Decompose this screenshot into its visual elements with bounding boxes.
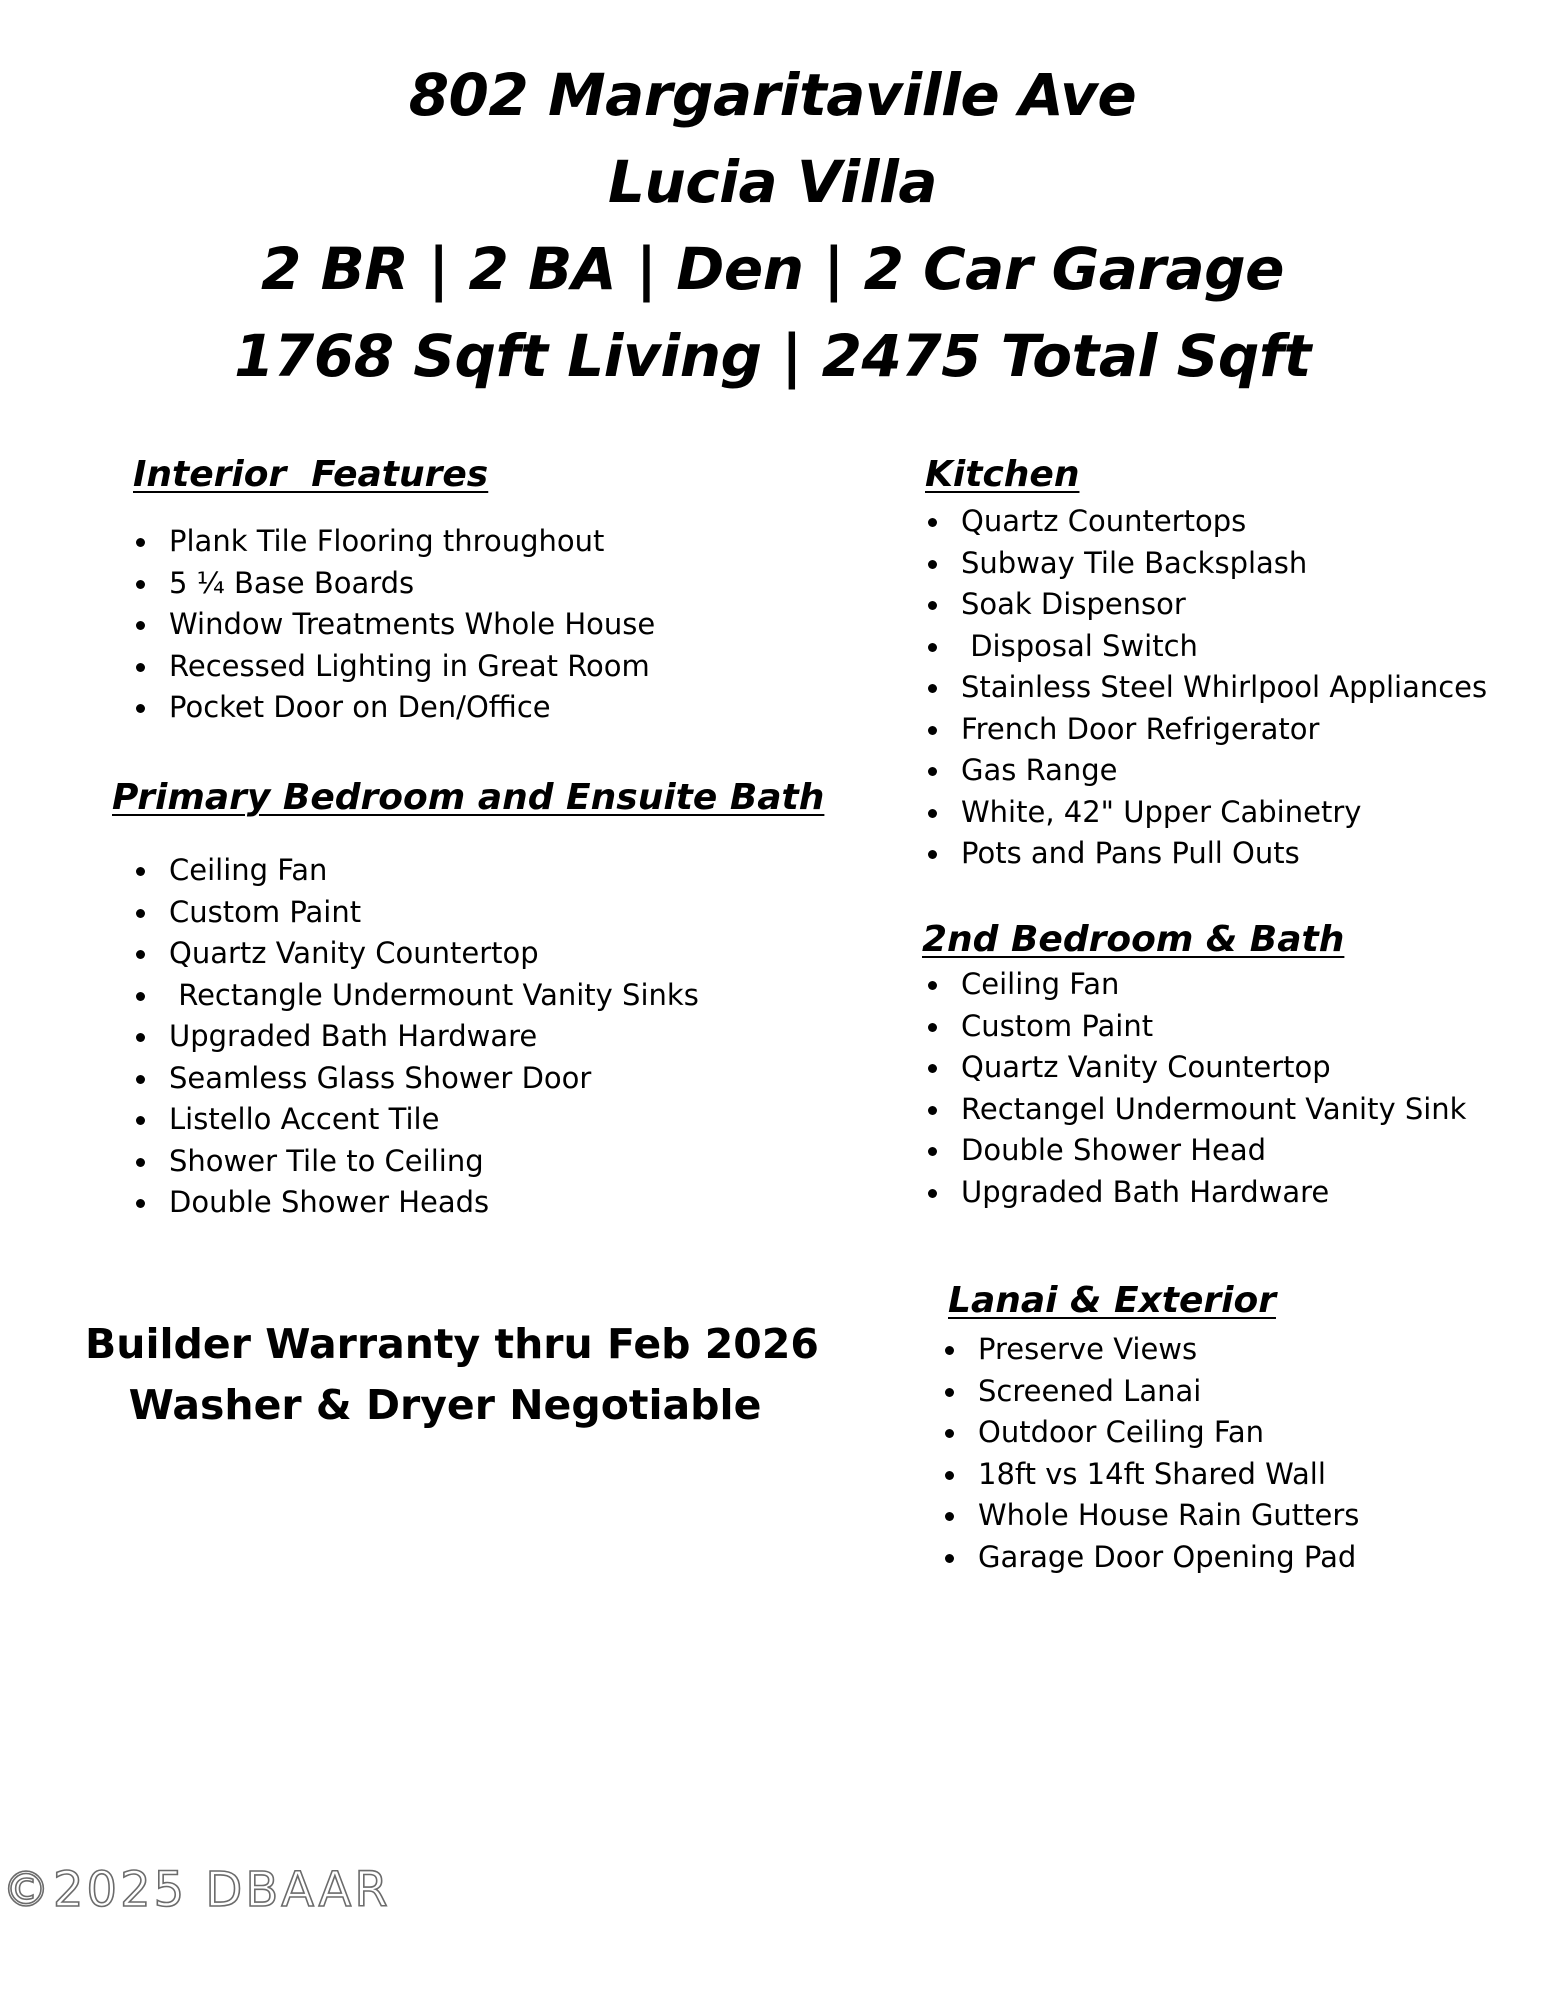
interior-features-section: [133, 451, 655, 729]
list-item: Rectangle Undermount Vanity Sinks: [133, 975, 824, 1017]
list-item: Pots and Pans Pull Outs: [925, 833, 1487, 875]
section-title: 2nd Bedroom & Bath: [922, 919, 1345, 960]
feature-list: [942, 1329, 1359, 1578]
warranty-note: Builder Warranty thru Feb 2026: [85, 1320, 819, 1368]
section-title: Lanai & Exterior: [948, 1280, 1276, 1321]
section-title: Primary Bedroom and Ensuite Bath: [112, 777, 825, 818]
list-item: Ceiling Fan: [925, 964, 1466, 1006]
notes-block: [85, 1314, 819, 1436]
model-title: Lucia Villa: [608, 148, 937, 216]
feature-list: [133, 850, 824, 1224]
list-item: Plank Tile Flooring throughout: [133, 521, 655, 563]
area-summary: 1768 Sqft Living | 2475 Total Sqft: [234, 322, 1311, 390]
list-item: Garage Door Opening Pad: [942, 1537, 1359, 1579]
list-item: Double Shower Heads: [133, 1182, 824, 1224]
list-item: Quartz Countertops: [925, 501, 1487, 543]
kitchen-section: [925, 451, 1487, 875]
list-item: Pocket Door on Den/Office: [133, 687, 655, 729]
list-item: 18ft vs 14ft Shared Wall: [942, 1454, 1359, 1496]
list-item: Upgraded Bath Hardware: [133, 1016, 824, 1058]
list-item: Listello Accent Tile: [133, 1099, 824, 1141]
copyright-watermark: ©2025 DBAAR: [2, 1862, 391, 1918]
list-item: Quartz Vanity Countertop: [133, 933, 824, 975]
list-item: Subway Tile Backsplash: [925, 543, 1487, 585]
list-item: Recessed Lighting in Great Room: [133, 646, 655, 688]
list-item: Whole House Rain Gutters: [942, 1495, 1359, 1537]
list-item: Window Treatments Whole House: [133, 604, 655, 646]
list-item: Shower Tile to Ceiling: [133, 1141, 824, 1183]
address-title: 802 Margaritaville Ave: [408, 61, 1137, 129]
page-header: [0, 52, 1545, 400]
list-item: Screened Lanai: [942, 1371, 1359, 1413]
feature-list: [925, 501, 1487, 875]
list-item: Double Shower Head: [925, 1130, 1466, 1172]
list-item: Seamless Glass Shower Door: [133, 1058, 824, 1100]
list-item: White, 42" Upper Cabinetry: [925, 792, 1487, 834]
section-title: Interior Features: [133, 454, 489, 495]
list-item: Upgraded Bath Hardware: [925, 1172, 1466, 1214]
feature-list: [133, 521, 655, 729]
list-item: Preserve Views: [942, 1329, 1359, 1371]
list-item: Soak Dispensor: [925, 584, 1487, 626]
list-item: Outdoor Ceiling Fan: [942, 1412, 1359, 1454]
second-bedroom-section: [922, 916, 1466, 1213]
list-item: Custom Paint: [925, 1006, 1466, 1048]
rooms-summary: 2 BR | 2 BA | Den | 2 Car Garage: [261, 235, 1284, 303]
section-title: Kitchen: [925, 454, 1080, 495]
washer-dryer-note: Washer & Dryer Negotiable: [128, 1381, 762, 1429]
list-item: Gas Range: [925, 750, 1487, 792]
list-item: Custom Paint: [133, 892, 824, 934]
list-item: Disposal Switch: [925, 626, 1487, 668]
list-item: Stainless Steel Whirlpool Appliances: [925, 667, 1487, 709]
list-item: 5 ¼ Base Boards: [133, 563, 655, 605]
feature-list: [925, 964, 1466, 1213]
list-item: Rectangel Undermount Vanity Sink: [925, 1089, 1466, 1131]
list-item: French Door Refrigerator: [925, 709, 1487, 751]
list-item: Ceiling Fan: [133, 850, 824, 892]
list-item: Quartz Vanity Countertop: [925, 1047, 1466, 1089]
lanai-exterior-section: [948, 1277, 1359, 1578]
primary-bedroom-section: [112, 774, 824, 1224]
